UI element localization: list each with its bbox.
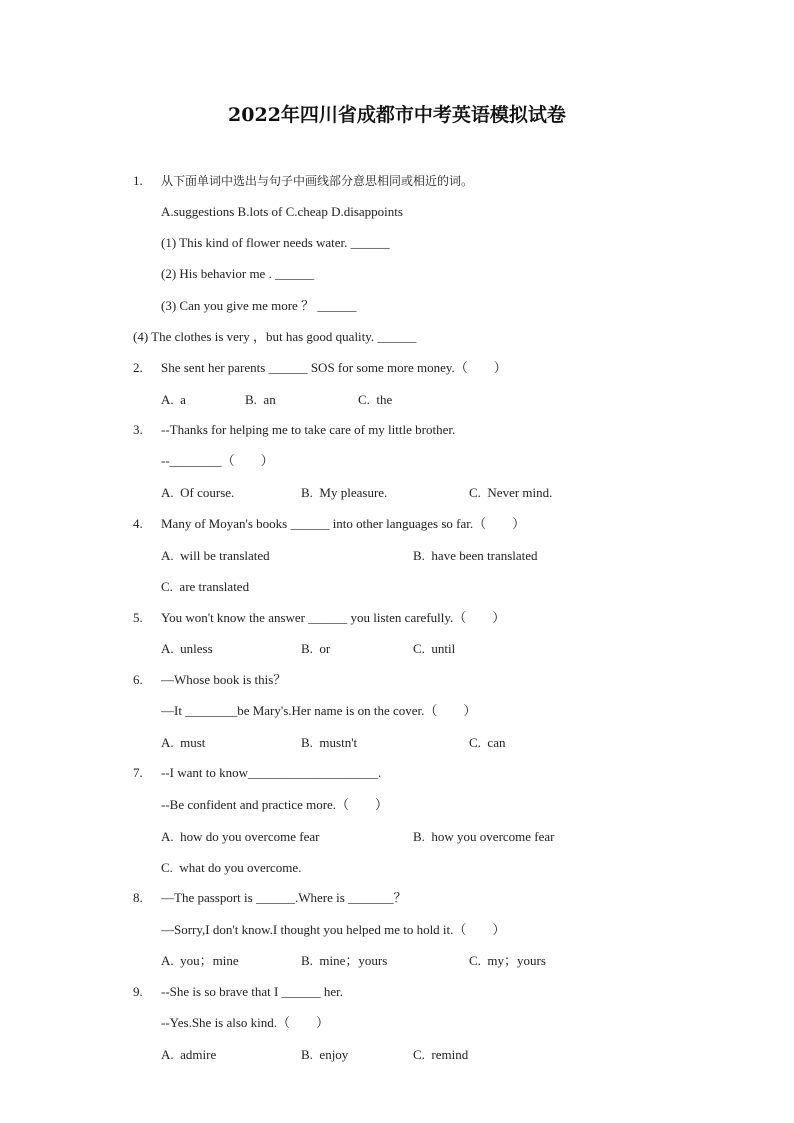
option-c: C. the — [358, 392, 393, 407]
question-line: --________（ ） — [161, 453, 274, 468]
question-line: --Be confident and practice more.（ ） — [161, 797, 389, 812]
question-line: —It ________be Mary's.Her name is on the cover.（ ） — [161, 703, 477, 718]
option-a: A. admire — [161, 1047, 217, 1062]
option-a: A. Of course. — [161, 485, 235, 500]
option-a: A. must — [161, 735, 206, 750]
option-c: C. can — [469, 735, 506, 750]
question-stem: --She is so brave that I ______ her. — [161, 984, 343, 999]
word-options: A.suggestions B.lots of C.cheap D.disappoints — [161, 204, 403, 219]
question-number: 8. — [133, 890, 143, 905]
question-number: 3. — [133, 422, 143, 437]
sub-question: (2) His behavior me . ______ — [161, 266, 315, 281]
question-number: 6. — [133, 672, 143, 687]
option-b: B. how you overcome fear — [413, 829, 555, 844]
question-number: 5. — [133, 610, 143, 625]
question-stem: —The passport is ______.Where is _______？ — [161, 890, 407, 905]
option-c: C. until — [413, 641, 456, 656]
option-b: B. mine；yours — [301, 953, 388, 968]
option-a: A. how do you overcome fear — [161, 829, 320, 844]
option-a: A. a — [161, 392, 186, 407]
question-number: 2. — [133, 360, 143, 375]
option-a: A. will be translated — [161, 548, 270, 563]
option-b: B. enjoy — [301, 1047, 349, 1062]
question-stem: 从下面单词中选出与句子中画线部分意思相同或相近的词。 — [161, 174, 474, 188]
sub-question: (3) Can you give me more ？ ______ — [161, 298, 357, 313]
sub-question: (4) The clothes is very ，but has good quality. ______ — [133, 329, 417, 344]
question-line: —Sorry,I don't know.I thought you helped me to hold it.（ ） — [161, 922, 506, 937]
question-stem: --Thanks for helping me to take care of my little brother. — [161, 422, 456, 437]
question-stem: --I want to know____________________. — [161, 765, 382, 780]
option-c: C. my；yours — [469, 953, 546, 968]
option-c: C. remind — [413, 1047, 469, 1062]
option-b: B. an — [245, 392, 276, 407]
option-c: C. Never mind. — [469, 485, 553, 500]
option-b: B. or — [301, 641, 331, 656]
question-number: 4. — [133, 516, 143, 531]
option-c: C. are translated — [161, 579, 250, 594]
question-stem: Many of Moyan's books ______ into other languages so far.（ ） — [161, 516, 526, 531]
question-stem: She sent her parents ______ SOS for some more money.（ ） — [161, 360, 507, 375]
option-a: A. unless — [161, 641, 213, 656]
question-line: --Yes.She is also kind.（ ） — [161, 1015, 330, 1030]
sub-question: (1) This kind of flower needs water. ______ — [161, 235, 390, 250]
question-number: 7. — [133, 765, 143, 780]
question-number: 9. — [133, 984, 143, 999]
option-a: A. you；mine — [161, 953, 239, 968]
question-number: 1. — [133, 173, 143, 188]
option-b: B. mustn't — [301, 735, 358, 750]
question-stem: You won't know the answer ______ you listen carefully.（ ） — [161, 610, 506, 625]
option-b: B. have been translated — [413, 548, 538, 563]
option-b: B. My pleasure. — [301, 485, 388, 500]
page-title: 2022年四川省成都市中考英语模拟试卷 — [228, 104, 566, 126]
question-stem: —Whose book is this？ — [161, 672, 287, 687]
option-c: C. what do you overcome. — [161, 860, 302, 875]
